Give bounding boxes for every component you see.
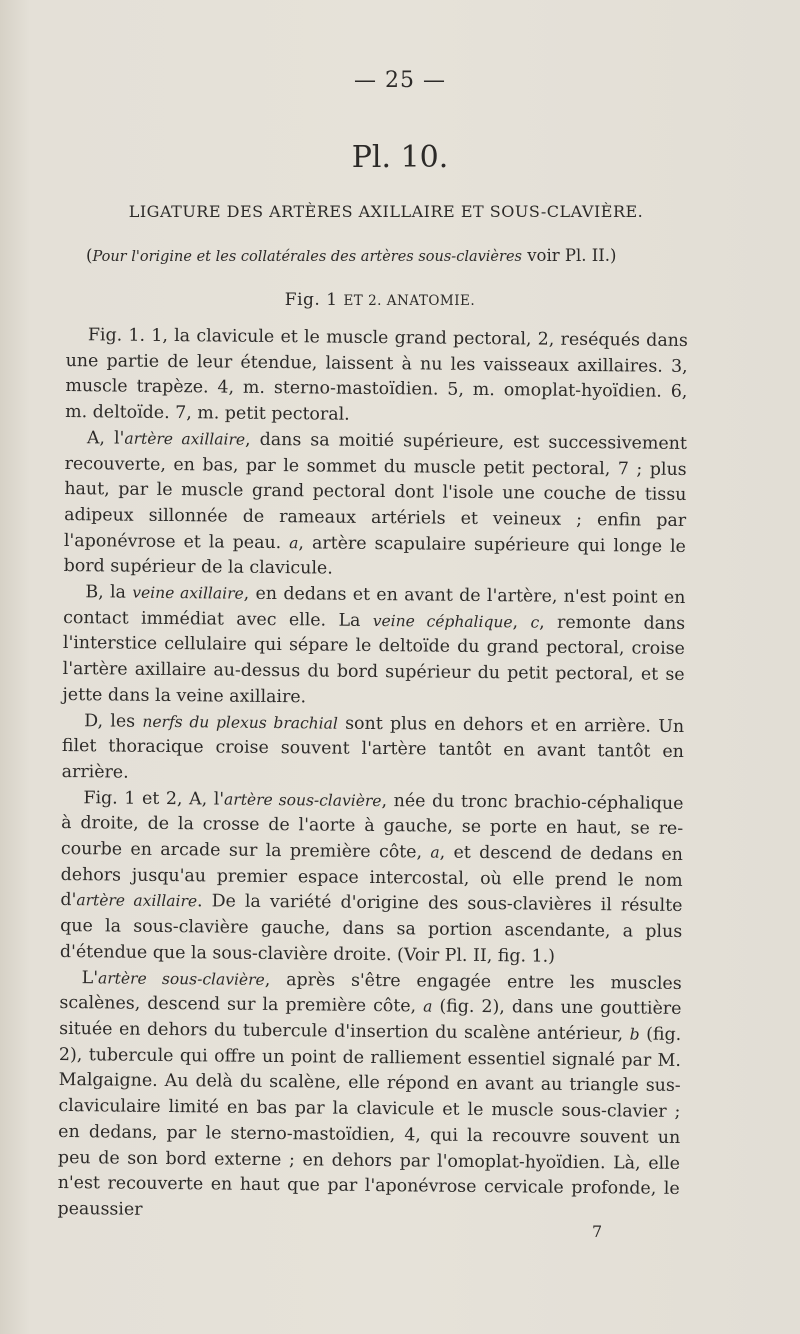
text-run: , et descend de dedans en dehors jusqu'au premier espace intercostal, où elle prend le nom d' <box>60 842 684 911</box>
text-run: D, les <box>84 710 143 732</box>
italic-run: a <box>430 843 440 862</box>
paragraph <box>60 786 684 972</box>
text-run: B, la <box>85 582 133 603</box>
italic-run: artère axillaire <box>76 891 198 911</box>
fig-heading-main: Fig. 1 <box>284 290 344 310</box>
text-run: , dans sa moitié supérieure, est successivement recouverte, en bas, par le sommet du muscle petit pectoral, 7 ; plus haut, par le muscle grand pectoral dont l'isole une couche de tissu adipeux sillonnée de rameaux artériels et veineux ; enfin par l'aponévrose et la peau. <box>63 429 687 553</box>
italic-run: artère axillaire <box>124 429 246 449</box>
figure-heading <box>0 290 760 310</box>
text-run: , née du tronc brachio-céphalique à droite, de la crosse de l'aorte à gauche, se porte en haut, se recourbe en arcade sur la première côte, <box>60 790 684 863</box>
text-run: L' <box>81 967 99 988</box>
text-run: A, l' <box>86 428 125 449</box>
italic-run: artère sous-clavière <box>224 790 382 810</box>
text-run: Fig. 1 et 2, A, l' <box>83 787 225 810</box>
ref-open-paren: ( <box>86 246 93 265</box>
italic-run: nerfs du plexus brachial <box>142 712 338 733</box>
text-run: , après s'être engagée entre les muscles scalènes, descend sur la première côte, <box>59 969 682 1017</box>
ref-italic-text: Pour l'origine et les collatérales des artères sous-clavières <box>92 249 522 265</box>
italic-run: a <box>423 997 433 1016</box>
text-run: . De la variété d'origine des sous-clavières il résulte que la sous-clavière gauche, dans sa portion ascendante, a plus d'étendue que la sous-clavière droite. (Voir Pl. II, fig. 1.) <box>59 891 683 967</box>
signature-mark: 7 <box>592 1222 603 1241</box>
italic-run: artère sous-clavière <box>97 968 265 989</box>
italic-run: a <box>289 533 299 552</box>
ref-plain-text: voir Pl. II.) <box>521 246 617 265</box>
text-run: , en dedans et en avant de l'artère, n'est point en contact immédiat avec elle. La <box>63 583 686 631</box>
section-title: LIGATURE DES ARTÈRES AXILLAIRE ET SOUS-CLAVIÈRE. <box>128 202 644 221</box>
text-run: Fig. 1. 1, la clavicule et le muscle grand pectoral, 2, reséqués dans une partie de leur étendue, laissent à nu les vaisseaux axillaires. 3, muscle trapèze. 4, m. sterno-mastoïdien. 5, m. omoplat-hyoïdien. 6, m. deltoïde. 7, m. petit pectoral. <box>65 325 688 425</box>
text-run: (fig. 2), tubercule qui offre un point de ralliement essentiel signalé par M. Malgaigne. Au delà du scalène, elle répond en avant au triangle sus-claviculaire limité en bas par la clavicule et le muscle sous-clavier ; en dedans, par le sterno-mastoïdien, 4, qui la recouvre souvent un peu de son bord externe ; en dehors par l'omoplat-hyoïdien. Là, elle n'est recouverte en haut que par l'aponévrose cervicale profonde, le peaussier <box>57 1024 682 1220</box>
paragraph <box>57 966 681 1229</box>
fig-heading-smallcaps: ET 2. ANATOMIE. <box>343 293 476 309</box>
text-run: , <box>512 612 531 633</box>
plate-title: Pl. 10. <box>351 140 449 175</box>
text-run: , artère scapulaire supérieure qui longe le bord supérieur de la clavicule. <box>63 532 686 579</box>
cross-reference <box>86 246 698 265</box>
paragraph <box>64 426 687 586</box>
text-run: sont plus en dehors et en arrière. Un filet thoracique croise souvent l'artère tantôt en avant tantôt en arrière. <box>61 713 685 783</box>
text-run: , remonte dans l'interstice cellulaire qui sépare le deltoïde du grand pectoral, croise l'artère axillaire au-dessus du bord supérieur du petit pectoral, et se jette dans la veine axillaire. <box>62 612 686 708</box>
paragraph <box>62 709 685 792</box>
text-run: (fig. 2), dans une gouttière située en dehors du tubercule d'insertion du scalène antérieur, <box>59 996 682 1045</box>
page-number: — 25 — <box>354 68 446 93</box>
body-text <box>57 323 688 1229</box>
paragraph <box>65 323 688 432</box>
italic-run: c <box>530 613 540 632</box>
italic-run: b <box>629 1025 640 1044</box>
paragraph <box>62 580 685 714</box>
italic-run: veine céphalique <box>372 611 513 632</box>
italic-run: veine axillaire <box>132 583 244 603</box>
